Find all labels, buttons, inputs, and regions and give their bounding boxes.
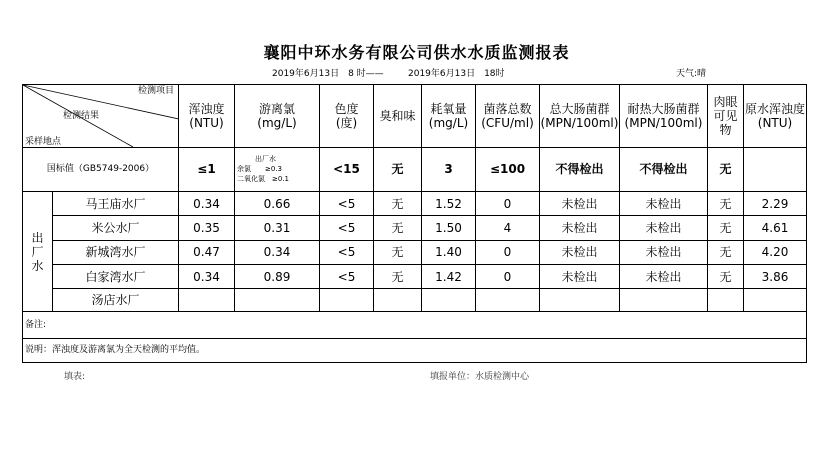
weather-label: 天气:晴 bbox=[676, 69, 707, 79]
cell-raw bbox=[744, 289, 807, 312]
plant-name: 米公水厂 bbox=[53, 216, 179, 240]
header-color: 色度 (度) bbox=[320, 85, 374, 148]
cell-turbidity: 0.34 bbox=[179, 264, 235, 288]
water-quality-table bbox=[22, 84, 807, 363]
cell-odor: 无 bbox=[374, 192, 422, 216]
standard-label: 国标值（GB5749-2006） bbox=[23, 147, 179, 191]
header-visible-matter: 肉眼 可见 物 bbox=[708, 85, 744, 148]
cell-oxygen: 1.42 bbox=[422, 264, 476, 288]
std-colony: ≤100 bbox=[476, 147, 540, 191]
outlet-water-group: 出 厂 水 bbox=[23, 192, 53, 312]
cell-chlorine: 0.31 bbox=[235, 216, 320, 240]
cell-colony bbox=[476, 289, 540, 312]
header-oxygen-consumption: 耗氧量 (mg/L) bbox=[422, 85, 476, 148]
cell-raw: 3.86 bbox=[744, 264, 807, 288]
header-free-chlorine: 游离氯 (mg/L) bbox=[235, 85, 320, 148]
cell-color: <5 bbox=[320, 192, 374, 216]
table-row bbox=[23, 264, 807, 288]
explanation-text: 说明：浑浊度及游离氯为全天检测的平均值。 bbox=[23, 338, 807, 362]
cell-colony: 0 bbox=[476, 240, 540, 264]
cell-thermo bbox=[620, 289, 708, 312]
header-row bbox=[23, 85, 807, 148]
table-row bbox=[23, 192, 807, 216]
plant-name: 白家湾水厂 bbox=[53, 264, 179, 288]
header-odor: 臭和味 bbox=[374, 85, 422, 148]
remarks-label: 备注: bbox=[23, 312, 807, 338]
cell-visible: 无 bbox=[708, 264, 744, 288]
filler-label: 填表: bbox=[64, 372, 86, 382]
cell-visible: 无 bbox=[708, 216, 744, 240]
diag-label-site: 采样地点 bbox=[25, 137, 62, 147]
cell-chlorine: 0.89 bbox=[235, 264, 320, 288]
plant-name: 新城湾水厂 bbox=[53, 240, 179, 264]
cell-visible bbox=[708, 289, 744, 312]
reporting-unit: 填报单位：水质检测中心 bbox=[430, 372, 530, 382]
header-total-coliform: 总大肠菌群 (MPN/100ml) bbox=[540, 85, 620, 148]
cell-coliform bbox=[540, 289, 620, 312]
std-visible: 无 bbox=[708, 147, 744, 191]
cell-coliform: 未检出 bbox=[540, 264, 620, 288]
cell-colony: 0 bbox=[476, 264, 540, 288]
remarks-row bbox=[23, 312, 807, 338]
std-raw bbox=[744, 147, 807, 191]
header-thermotolerant-coliform: 耐热大肠菌群 (MPN/100ml) bbox=[620, 85, 708, 148]
cell-colony: 4 bbox=[476, 216, 540, 240]
cell-thermo: 未检出 bbox=[620, 264, 708, 288]
cell-oxygen: 1.40 bbox=[422, 240, 476, 264]
std-chlorine: 出厂水 余氯 ≥0.3 二氧化氯 ≥0.1 bbox=[235, 147, 320, 191]
header-colony-count: 菌落总数 (CFU/ml) bbox=[476, 85, 540, 148]
cell-visible: 无 bbox=[708, 240, 744, 264]
cell-color bbox=[320, 289, 374, 312]
cell-colony: 0 bbox=[476, 192, 540, 216]
cell-raw: 2.29 bbox=[744, 192, 807, 216]
cell-raw: 4.20 bbox=[744, 240, 807, 264]
cell-coliform: 未检出 bbox=[540, 240, 620, 264]
cell-turbidity bbox=[179, 289, 235, 312]
table-row bbox=[23, 216, 807, 240]
cell-chlorine: 0.34 bbox=[235, 240, 320, 264]
table-row bbox=[23, 240, 807, 264]
cell-turbidity: 0.47 bbox=[179, 240, 235, 264]
cell-oxygen bbox=[422, 289, 476, 312]
header-raw-turbidity: 原水浑浊度 (NTU) bbox=[744, 85, 807, 148]
cell-raw: 4.61 bbox=[744, 216, 807, 240]
std-odor: 无 bbox=[374, 147, 422, 191]
cell-visible: 无 bbox=[708, 192, 744, 216]
cell-turbidity: 0.34 bbox=[179, 192, 235, 216]
std-oxygen: 3 bbox=[422, 147, 476, 191]
diag-label-results: 检测结果 bbox=[63, 111, 100, 121]
std-turbidity: ≤1 bbox=[179, 147, 235, 191]
standard-row bbox=[23, 147, 807, 191]
cell-odor bbox=[374, 289, 422, 312]
plant-name: 汤店水厂 bbox=[53, 289, 179, 312]
cell-color: <5 bbox=[320, 240, 374, 264]
cell-thermo: 未检出 bbox=[620, 192, 708, 216]
cell-odor: 无 bbox=[374, 264, 422, 288]
cell-thermo: 未检出 bbox=[620, 216, 708, 240]
std-thermo: 不得检出 bbox=[620, 147, 708, 191]
cell-oxygen: 1.52 bbox=[422, 192, 476, 216]
cell-coliform: 未检出 bbox=[540, 192, 620, 216]
cell-odor: 无 bbox=[374, 240, 422, 264]
plant-name: 马王庙水厂 bbox=[53, 192, 179, 216]
cell-oxygen: 1.50 bbox=[422, 216, 476, 240]
cell-color: <5 bbox=[320, 264, 374, 288]
cell-odor: 无 bbox=[374, 216, 422, 240]
cell-coliform: 未检出 bbox=[540, 216, 620, 240]
explanation-row bbox=[23, 338, 807, 362]
std-color: <15 bbox=[320, 147, 374, 191]
cell-chlorine: 0.66 bbox=[235, 192, 320, 216]
table-row bbox=[23, 289, 807, 312]
date-start: 2019年6月13日 8 时—— bbox=[272, 69, 384, 79]
cell-thermo: 未检出 bbox=[620, 240, 708, 264]
report-title: 襄阳中环水务有限公司供水水质监测报表 bbox=[263, 43, 570, 62]
date-end: 2019年6月13日 18时 bbox=[408, 69, 505, 79]
cell-chlorine bbox=[235, 289, 320, 312]
diag-label-items: 检测项目 bbox=[137, 86, 174, 96]
cell-color: <5 bbox=[320, 216, 374, 240]
cell-turbidity: 0.35 bbox=[179, 216, 235, 240]
diagonal-header-cell bbox=[23, 85, 179, 148]
header-turbidity: 浑浊度 (NTU) bbox=[179, 85, 235, 148]
std-coliform: 不得检出 bbox=[540, 147, 620, 191]
